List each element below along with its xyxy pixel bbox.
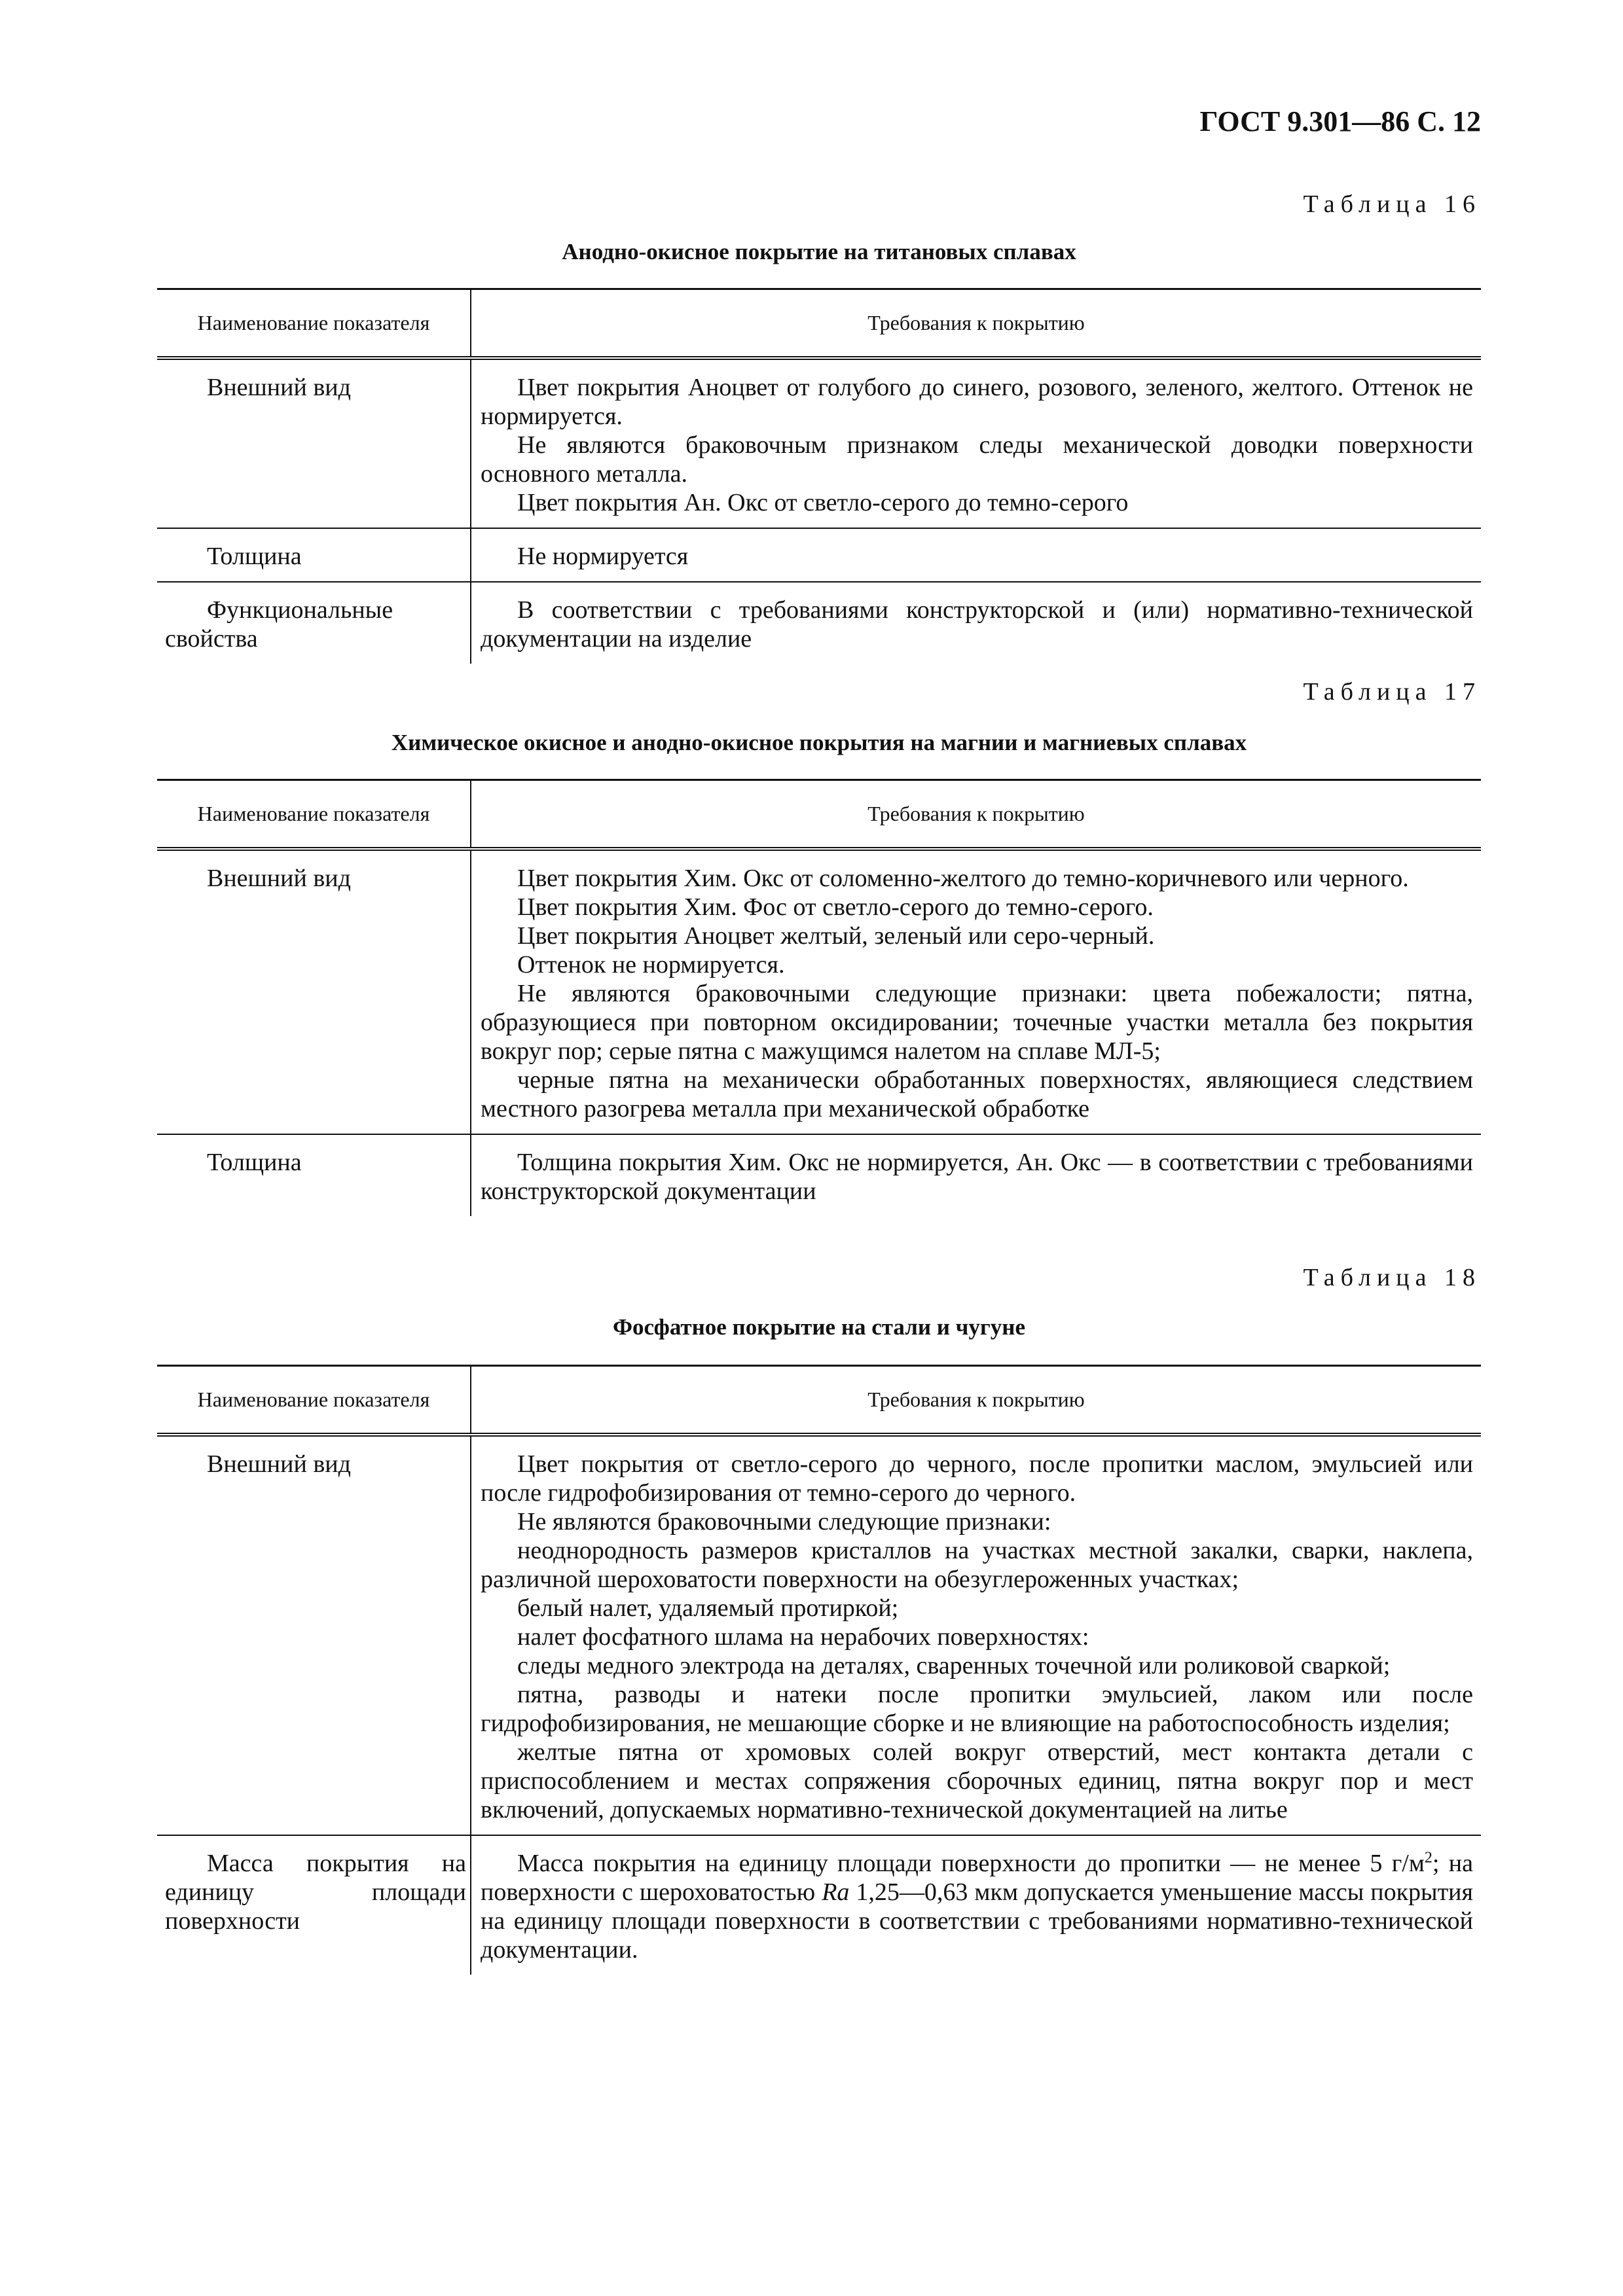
requirement-text-part: 1,25—0,63 мкм допускается уменьшение массы покрытия на единицу площади поверхности в соответствии с требованиями нормативно-технической документации. (481, 1878, 1473, 1964)
row-name: Внешний вид (207, 373, 351, 401)
requirement-text: черные пятна на механически обработанных поверхностях, являющиеся следствием местного разогрева металла при механической обработке (481, 1066, 1473, 1122)
requirement-text: Оттенок не нормируется. (517, 950, 785, 978)
requirement-text-part: ; на поверхности с шероховатостью (481, 1849, 1473, 1906)
row-name: Внешний вид (207, 864, 351, 892)
column-header-indicator: Наименование показателя (157, 780, 471, 849)
row-name: Функциональные свойства (165, 596, 393, 653)
requirement-text: пятна, разводы и натеки после пропитки эмульсией, лаком или после гидрофобизирования, не мешающие сборке и не влияющие на работоспособность изделия; (481, 1680, 1473, 1737)
table-row (157, 528, 1481, 582)
table-18-label: Таблица 18 (1303, 1264, 1481, 1291)
column-header-indicator: Наименование показателя (157, 1366, 471, 1435)
requirement-text: Толщина покрытия Хим. Окс не нормируется, Ан. Окс — в соответствии с требованиями конструкторской документации (481, 1148, 1473, 1205)
requirement-text: Не являются браковочными следующие признаки: (517, 1507, 1051, 1535)
row-name: Толщина (207, 1148, 302, 1176)
table-row (157, 1835, 1481, 1975)
requirement-text: В соответствии с требованиями конструкторской и (или) нормативно-технической документации на изделие (481, 596, 1473, 653)
requirement-text: белый налет, удаляемый протиркой; (517, 1594, 899, 1622)
requirement-text: Цвет покрытия Хим. Фос от светло-серого до темно-серого. (517, 893, 1154, 921)
column-header-requirements: Требования к покрытию (471, 1366, 1481, 1435)
row-name: Внешний вид (207, 1450, 351, 1478)
row-name: Масса покрытия на единицу площади поверхности (165, 1849, 466, 1935)
table-row (157, 1435, 1481, 1835)
table-row (157, 849, 1481, 1134)
requirement-text: налет фосфатного шлама на нерабочих поверхностях: (517, 1623, 1089, 1651)
superscript: 2 (1424, 1848, 1432, 1866)
requirement-text: следы медного электрода на деталях, сваренных точечной или роликовой сваркой; (517, 1651, 1391, 1679)
table-16-title: Анодно-окисное покрытие на титановых сплавах (562, 239, 1076, 264)
column-header-requirements: Требования к покрытию (471, 289, 1481, 358)
table-row (157, 1134, 1481, 1216)
requirement-text: Цвет покрытия Аноцвет желтый, зеленый или серо-черный. (517, 922, 1155, 950)
table-16-label: Таблица 16 (1303, 190, 1481, 218)
requirement-text: Цвет покрытия Хим. Окс от соломенно-желтого до темно-коричневого или черного. (517, 864, 1409, 892)
requirement-text: Цвет покрытия от светло-серого до черного, после пропитки маслом, эмульсией или после гидрофобизирования от темно-серого до черного. (481, 1450, 1473, 1507)
table-header-row (157, 780, 1481, 849)
table-row (157, 582, 1481, 664)
table-18-title: Фосфатное покрытие на стали и чугуне (612, 1314, 1026, 1340)
requirement-text: Не являются браковочными следующие признаки: цвета побежалости; пятна, образующиеся при повторном оксидировании; точечные участки металла без покрытия вокруг пор; серые пятна с мажущимся налетом на сплаве МЛ-5; (481, 979, 1473, 1065)
table-16 (157, 288, 1481, 664)
table-17 (157, 779, 1481, 1216)
requirement-text: Цвет покрытия Ан. Окс от светло-серого до темно-серого (517, 488, 1129, 516)
table-header-row (157, 1366, 1481, 1435)
column-header-indicator: Наименование показателя (157, 289, 471, 358)
requirement-text (481, 1849, 1473, 1964)
table-header-row (157, 289, 1481, 358)
table-17-label: Таблица 17 (1303, 678, 1481, 706)
page-header: ГОСТ 9.301—86 С. 12 (1199, 105, 1481, 137)
table-17-title: Химическое окисное и анодно-окисное покрытия на магнии и магниевых сплавах (391, 730, 1247, 755)
column-header-requirements: Требования к покрытию (471, 780, 1481, 849)
requirement-text: Не нормируется (517, 542, 689, 570)
requirement-text: неоднородность размеров кристаллов на участках местной закалки, сварки, наклепа, различной шероховатости поверхности на обезуглероженных участках; (481, 1536, 1473, 1593)
table-18 (157, 1365, 1481, 1975)
requirement-text-part: Масса покрытия на единицу площади поверхности до пропитки — не менее 5 г/м (517, 1849, 1425, 1877)
requirement-text: желтые пятна от хромовых солей вокруг отверстий, мест контакта детали с приспособлением и местах сопряжения сборочных единиц, пятна вокруг пор и мест включений, допускаемых нормативно-технической документацией на литье (481, 1738, 1473, 1823)
requirement-text: Цвет покрытия Аноцвет от голубого до синего, розового, зеленого, желтого. Оттенок не нормируется. (481, 373, 1473, 430)
roughness-symbol: Ra (822, 1878, 850, 1906)
requirement-text: Не являются браковочным признаком следы механической доводки поверхности основного металла. (481, 431, 1473, 488)
row-name: Толщина (207, 542, 302, 570)
table-row (157, 358, 1481, 528)
